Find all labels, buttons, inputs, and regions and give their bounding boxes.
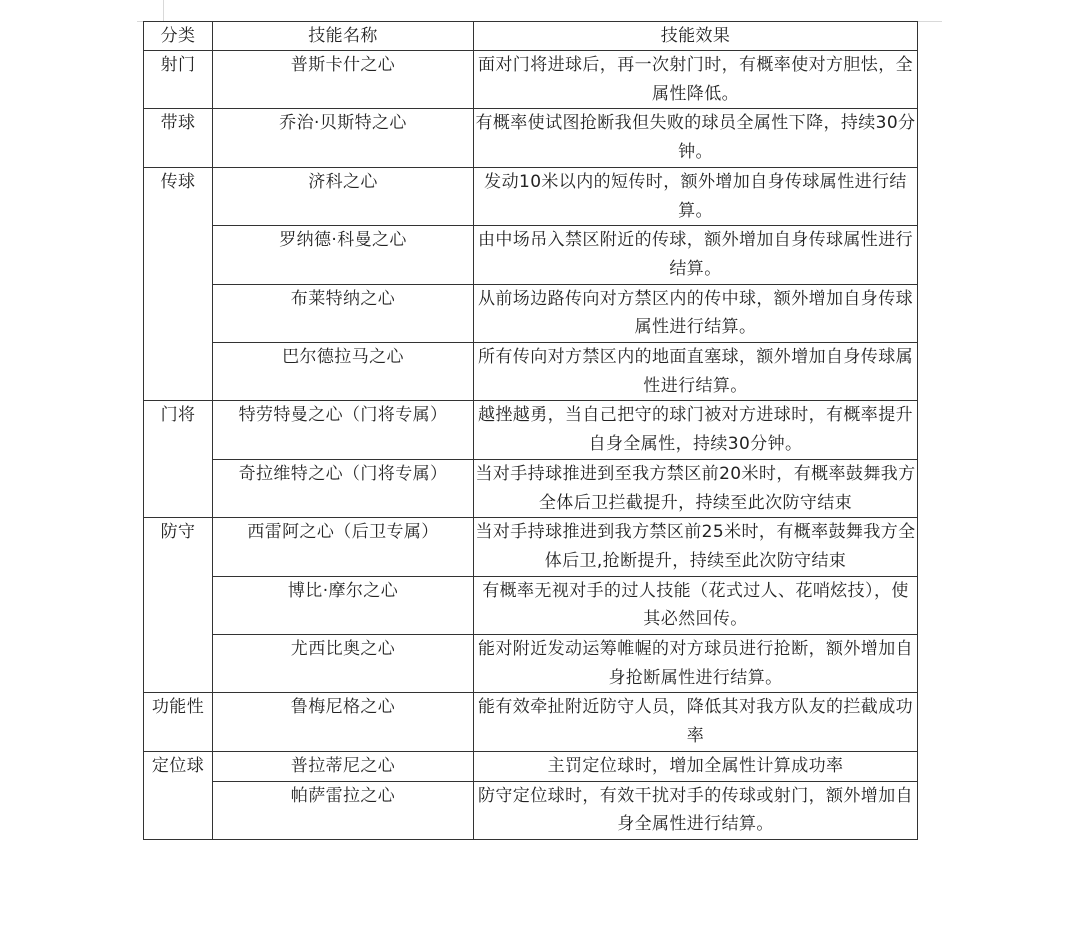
skill-name-cell: 鲁梅尼格之心 xyxy=(213,693,474,751)
skill-effect-cell: 当对手持球推进到我方禁区前25米时，有概率鼓舞我方全体后卫,抢断提升，持续至此次防守结束 xyxy=(474,518,918,576)
header-category: 分类 xyxy=(144,22,213,51)
table-row xyxy=(144,751,918,781)
table-row xyxy=(144,226,918,284)
skill-name-cell: 西雷阿之心（后卫专属） xyxy=(213,518,474,576)
table-row xyxy=(144,781,918,839)
category-cell: 射门 xyxy=(144,51,213,109)
header-skill-effect: 技能效果 xyxy=(474,22,918,51)
table-row xyxy=(144,167,918,225)
header-skill-name: 技能名称 xyxy=(213,22,474,51)
skill-name-cell: 帕萨雷拉之心 xyxy=(213,781,474,839)
skill-effect-cell: 当对手持球推进到至我方禁区前20米时，有概率鼓舞我方全体后卫拦截提升，持续至此次防守结束 xyxy=(474,459,918,517)
table-row xyxy=(144,518,918,576)
skill-effect-cell: 由中场吊入禁区附近的传球，额外增加自身传球属性进行结算。 xyxy=(474,226,918,284)
skill-name-cell: 特劳特曼之心（门将专属） xyxy=(213,401,474,459)
skill-name-cell: 巴尔德拉马之心 xyxy=(213,343,474,401)
skill-effect-cell: 越挫越勇，当自己把守的球门被对方进球时，有概率提升自身全属性，持续30分钟。 xyxy=(474,401,918,459)
table-row xyxy=(144,343,918,401)
category-cell: 定位球 xyxy=(144,751,213,839)
skill-name-cell: 尤西比奥之心 xyxy=(213,635,474,693)
skill-effect-cell: 所有传向对方禁区内的地面直塞球，额外增加自身传球属性进行结算。 xyxy=(474,343,918,401)
table-row xyxy=(144,109,918,167)
category-cell: 防守 xyxy=(144,518,213,693)
skill-name-cell: 博比·摩尔之心 xyxy=(213,576,474,634)
skill-name-cell: 布莱特纳之心 xyxy=(213,284,474,342)
table-row xyxy=(144,693,918,751)
category-cell: 门将 xyxy=(144,401,213,518)
skill-effect-cell: 有概率无视对手的过人技能（花式过人、花哨炫技），使其必然回传。 xyxy=(474,576,918,634)
skill-effect-cell: 发动10米以内的短传时，额外增加自身传球属性进行结算。 xyxy=(474,167,918,225)
table-row xyxy=(144,635,918,693)
skill-effect-cell: 能对附近发动运筹帷幄的对方球员进行抢断，额外增加自身抢断属性进行结算。 xyxy=(474,635,918,693)
skill-name-cell: 济科之心 xyxy=(213,167,474,225)
skill-effect-cell: 有概率使试图抢断我但失败的球员全属性下降，持续30分钟。 xyxy=(474,109,918,167)
skill-name-cell: 罗纳德·科曼之心 xyxy=(213,226,474,284)
skill-effect-cell: 防守定位球时，有效干扰对手的传球或射门，额外增加自身全属性进行结算。 xyxy=(474,781,918,839)
table-row xyxy=(144,576,918,634)
skills-table xyxy=(143,21,918,840)
skill-name-cell: 普斯卡什之心 xyxy=(213,51,474,109)
skill-name-cell: 普拉蒂尼之心 xyxy=(213,751,474,781)
skill-name-cell: 乔治·贝斯特之心 xyxy=(213,109,474,167)
category-cell: 传球 xyxy=(144,167,213,401)
skill-name-cell: 奇拉维特之心（门将专属） xyxy=(213,459,474,517)
skill-effect-cell: 主罚定位球时，增加全属性计算成功率 xyxy=(474,751,918,781)
skill-effect-cell: 从前场边路传向对方禁区内的传中球，额外增加自身传球属性进行结算。 xyxy=(474,284,918,342)
page-edge-right xyxy=(916,21,942,22)
skill-effect-cell: 面对门将进球后，再一次射门时，有概率使对方胆怯，全属性降低。 xyxy=(474,51,918,109)
table-row xyxy=(144,284,918,342)
page-corner-mark xyxy=(163,0,164,21)
table-row xyxy=(144,459,918,517)
table-row xyxy=(144,401,918,459)
category-cell: 功能性 xyxy=(144,693,213,751)
category-cell: 带球 xyxy=(144,109,213,167)
header-row xyxy=(144,22,918,51)
skill-effect-cell: 能有效牵扯附近防守人员，降低其对我方队友的拦截成功率 xyxy=(474,693,918,751)
table-row xyxy=(144,51,918,109)
